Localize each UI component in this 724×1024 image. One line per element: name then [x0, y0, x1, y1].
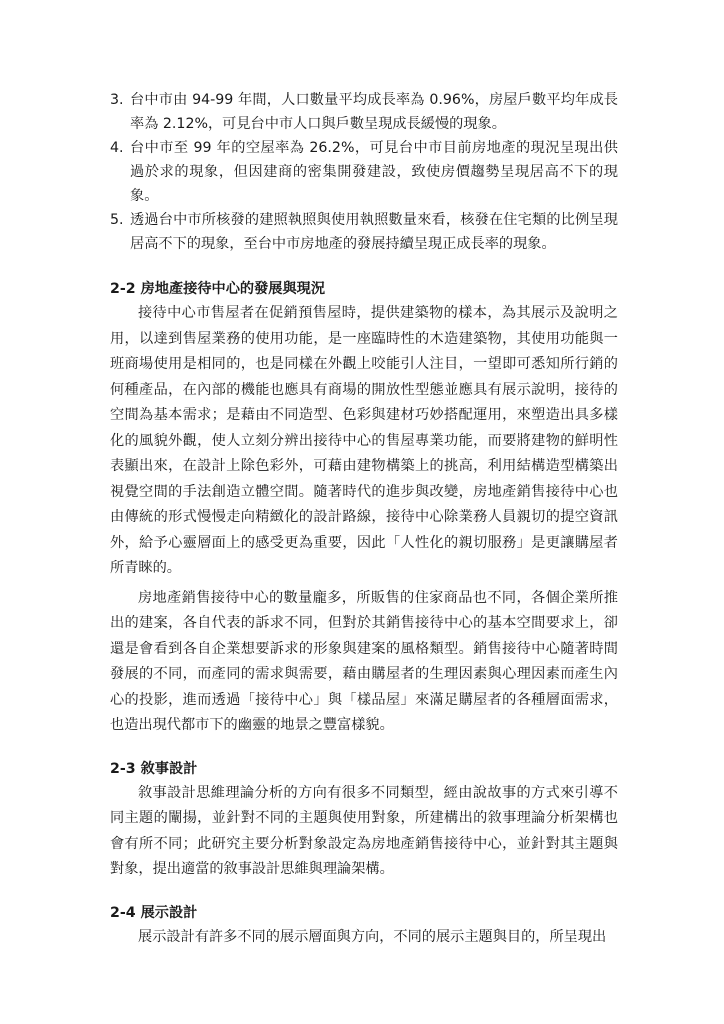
- section-title-2-4: 2-4 展示設計: [110, 904, 198, 921]
- paragraph: 房地產銷售接待中心的數量龐多，所販售的住家商品也不同，各個企業所推出的建案，各自代表的訴求不同，但對於其銷售接待中心的基本空間要求上，卻還是會看到各自企業想要訴求的形象與建案的風格類型。銷售接待中心隨著時間發展的不同，而產同的需求與需要，藉由購屋者的生理因素與心理因素而產生內心的投影，進而透過「接待中心」與「樣品屋」來滿足購屋者的各種層面需求，也造出現代都市下的幽靈的地景之豐富樣貌。: [110, 589, 618, 733]
- document-page: [110, 88, 618, 950]
- list-item-4: [110, 136, 618, 208]
- list-item-3: [110, 88, 618, 136]
- list-text: 台中市由 94-99 年間，人口數量平均成長率為 0.96%，房屋戶數平均年成長率為 2.12%，可見台中市人口與戶數呈現成長緩慢的現象。: [130, 92, 618, 132]
- list-number: 3.: [110, 92, 124, 108]
- section-title-2-3: 2-3 敘事設計: [110, 760, 198, 777]
- section-title-2-2: 2-2 房地產接待中心的發展與現況: [110, 281, 326, 297]
- list-text: 透過台中市所核發的建照執照與使用執照數量來看，核發在住宅類的比例呈現居高不下的現象，至台中市房地產的發展持續呈現正成長率的現象。: [130, 212, 618, 252]
- list-text: 台中市至 99 年的空屋率為 26.2%，可見台中市目前房地產的現況呈現出供過於求的現象，但因建商的密集開發建設，致使房價趨勢呈現居高不下的現象。: [130, 140, 618, 204]
- list-number: 5.: [110, 212, 124, 228]
- paragraph: 展示設計有許多不同的展示層面與方向，不同的展示主題與目的，所呈現出: [138, 928, 607, 945]
- paragraph: 接待中心市售屋者在促銷預售屋時，提供建築物的樣本，為其展示及說明之用，以達到售屋業務的使用功能，是一座臨時性的木造建築物，其使用功能與一班商場使用是相同的，也是同樣在外觀上咬能引人注目，一望即可悉知所行銷的何種產品，在內部的機能也應具有商場的開放性型態並應具有展示說明，接待的空間為基本需求；是藉由不同造型、色彩與建材巧妙搭配運用，來塑造出具多樣化的風貌外觀，使人立刻分辨出接待中心的售屋專業功能，而要將建物的鮮明性表顯出來，在設計上除色彩外，可藉由建物構築上的挑高，利用結構造型構築出視覺空間的手法創造立體空間。隨著時代的進步與改變，房地產銷售接待中心也由傳統的形式慢慢走向精緻化的設計路線，接待中心除業務人員親切的提空資訊外，給予心靈層面上的感受更為重要，因此「人性化的親切服務」是更讓購屋者所青睞的。: [110, 305, 618, 576]
- paragraph: 敘事設計思維理論分析的方向有很多不同類型，經由說故事的方式來引導不同主題的闡揚，並針對不同的主題與使用對象，所建構出的敘事理論分析架構也會有所不同；此研究主要分析對象設定為房地產銷售接待中心，並針對其主題與對象，提出適當的敘事設計思維與理論架構。: [110, 784, 618, 877]
- list-item-5: [110, 208, 618, 256]
- list-number: 4.: [110, 140, 124, 156]
